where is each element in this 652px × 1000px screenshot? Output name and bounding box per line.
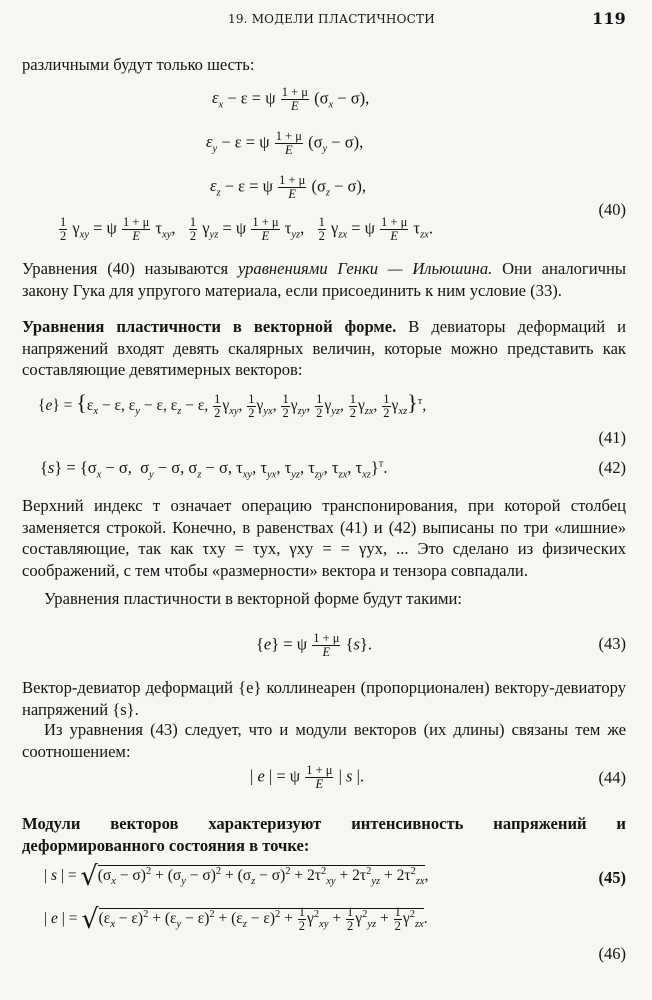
paragraph-intensity: Модули векторов характеризуют интенсивность напряжений и деформированного состояния в точке: xyxy=(22,814,626,855)
equation-40-y: $\varepsilon_y - \varepsilon = \psi$ $\frac{1 + \mu}{E}$ $(\sigma_y - \sigma)$, xyxy=(206,129,364,157)
chapter-title: 19. МОДЕЛИ ПЛАСТИЧНОСТИ xyxy=(228,12,435,26)
running-header xyxy=(0,9,652,31)
paragraph-genky: Уравнения (40) называются уравнениями Генки — Ильюшина. Они аналогичны закону Гука для упругого материала, если присоединить к ним условие (33). xyxy=(22,259,626,300)
equation-number-41: (41) xyxy=(598,428,626,447)
paragraph-transpose: Верхний индекс т означает операцию транспонирования, при которой столбец заменяется строкой. Конечно, в равенствах (41) и (42) выписаны по три «лишние» составляющие, так как τxy = τyx, γxy = = γyx, ... Это сделано из физических соображений, с тем чтобы «размерности» вектора и тензора совпадали. xyxy=(22,496,626,580)
paragraph-intro: различными будут только шесть: xyxy=(22,55,255,74)
equation-number-42: (42) xyxy=(598,458,626,477)
equation-45: | s | = $√(\sigma_x - \sigma)^2 + (\sigma_y - \sigma)^2 + (\sigma_z - \sigma)^2 + 2\tau^2_{xy} + 2\tau^2_{yz} + 2\tau^2_{zx}$, xyxy=(44,861,429,892)
equation-40-x: $\varepsilon_x - \varepsilon = \psi$ $\frac{1 + \mu}{E}$ $(\sigma_x - \sigma)$, xyxy=(212,85,370,113)
paragraph-collinear: Вектор-девиатор деформаций {e} коллинеарен (пропорционален) вектору-девиатору напряжений {s}. xyxy=(22,678,626,719)
equation-number-40: (40) xyxy=(598,200,626,219)
equation-42: $\{s\} = \{\sigma_x - \sigma$, $\sigma_y - \sigma$, $\sigma_z - \sigma$, $\tau_{xy}$, $\tau_{yx}$, $\tau_{yz}$, $\tau_{zy}$, $\tau_{zx}$, $\tau_{xz}\}^т$. xyxy=(40,458,388,481)
equation-46: | e | = $√(\varepsilon_x - \varepsilon)^2 + (\varepsilon_y - \varepsilon)^2 + (\varepsilon_z - \varepsilon)^2$ + $\frac{1}{2}$ $\gamma^2_{xy}$ + $\frac{1}{2}$ $\gamma^2_{yz}$ + $\frac{1}{2}$ $\gamma^2_{zx}$. xyxy=(44,904,428,936)
equation-40-z: $\varepsilon_z - \varepsilon = \psi$ $\frac{1 + \mu}{E}$ $(\sigma_z - \sigma)$, xyxy=(210,173,367,201)
equation-number-45: (45) xyxy=(598,868,626,887)
paragraph-vector-form: Уравнения пластичности в векторной форме. В девиаторы деформаций и напряжений входят девять скалярных величин, которые можно представить как составляющие девятимерных векторов: xyxy=(22,317,626,380)
page-number: 119 xyxy=(592,9,626,28)
equation-number-43: (43) xyxy=(598,634,626,653)
paragraph-vector-equations: Уравнения пластичности в векторной форме будут такими: xyxy=(44,589,463,608)
paragraph-moduli: Из уравнения (43) следует, что и модули векторов (их длины) связаны тем же соотношением: xyxy=(22,720,626,761)
equation-43: {e} = ψ $\frac{1 + \mu}{E}$ {s}. xyxy=(256,631,372,659)
equation-44: | e | = ψ $\frac{1 + \mu}{E}$ | s |. xyxy=(250,763,365,791)
equation-number-44: (44) xyxy=(598,768,626,787)
equation-40-shear: $\frac{1}{2}$ $\gamma_{xy} = \psi$ $\frac{1 + \mu}{E}$ $\tau_{xy}$, $\frac{1}{2}$ $\gamma_{yz} = \psi$ $\frac{1 + \mu}{E}$ $\tau_{yz}$, $\frac{1}{2}$ $\gamma_{zx} = \psi$ $\frac{1 + \mu}{E}$ $\tau_{zx}$. xyxy=(60,215,433,243)
equation-41: $\{e\} = \{\varepsilon_x - \varepsilon$, $\varepsilon_y - \varepsilon$, $\varepsilon_z - \varepsilon$, $\frac{1}{2}$ $\gamma_{xy}$, $\frac{1}{2}$ $\gamma_{yx}$, $\frac{1}{2}$ $\gamma_{zy}$, $\frac{1}{2}$ $\gamma_{yz}$, $\frac{1}{2}$ $\gamma_{zx}$, $\frac{1}{2}$ $\gamma_{xz}\}^т$, xyxy=(38,390,427,420)
equation-number-46: (46) xyxy=(598,944,626,963)
